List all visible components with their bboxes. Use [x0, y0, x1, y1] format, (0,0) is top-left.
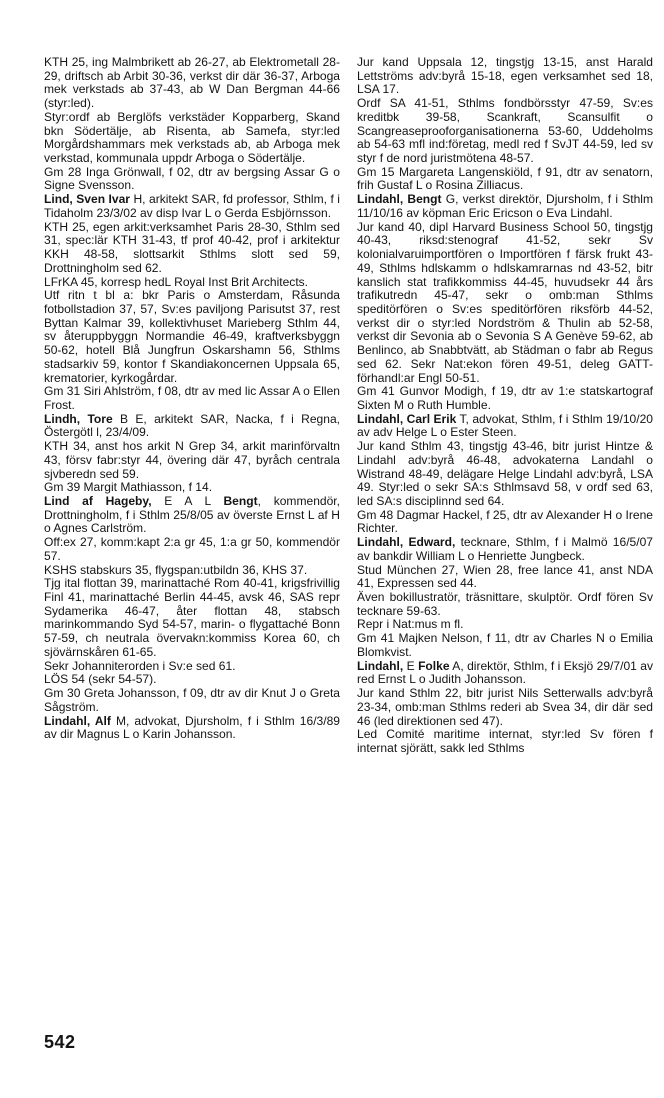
entry-text: LFrKA 45, korresp hedL Royal Inst Brit Architects.: [44, 274, 309, 289]
entry-text: H, arkitekt SAR, fd professor, Sthlm, f i Tidaholm 23/3/02 av disp Ivar L o Gerda Esbjörnsson.: [44, 192, 340, 220]
entry-text: tecknare, Sthlm, f i Malmö 16/5/07 av bankdir William L o Henriette Jungbeck.: [357, 535, 653, 563]
entry-text: Tjg ital flottan 39, marinattaché Rom 40-41, krigsfrivillig Finl 41, marinattaché Berlin 44-45, avsk 46, SAS repr Sydamerika 46-47, åter flottan 48, stabsch marinkommando Syd 54-57, marin- o flygattaché Bonn 57-59, ch neutrala övervakn:kommiss Korea 60, ch sjövärnskåren 61-65.: [44, 576, 340, 659]
entry-paragraph: [44, 276, 340, 290]
entry-paragraph: [44, 289, 340, 385]
entry-paragraph: [357, 509, 653, 536]
entry-text: Off:ex 27, komm:kapt 2:a gr 45, 1:a gr 50, kommendör 57.: [44, 535, 340, 563]
entry-text: KTH 34, anst hos arkit N Grep 34, arkit marinförvaltn 43, försv fabr:styr 44, övering där 47, byråch centrala sjvberedn sed 59.: [44, 439, 340, 481]
entry-text: M, advokat, Djursholm, f i Sthlm 16/3/89 av dir Magnus L o Karin Johansson.: [44, 713, 340, 742]
entry-name: Folke: [418, 658, 450, 673]
entry-paragraph: [44, 481, 340, 495]
entry-paragraph: [44, 660, 340, 674]
entry-name: Lindahl,: [357, 658, 404, 673]
entry-name: Lindh, Tore: [44, 411, 113, 426]
entry-paragraph: [357, 618, 653, 632]
entry-paragraph: [44, 440, 340, 481]
entry-heading-paragraph: [357, 660, 653, 687]
entry-text: E: [403, 658, 419, 673]
entry-text: Gm 48 Dagmar Hackel, f 25, dtr av Alexander H o Irene Richter.: [357, 507, 653, 536]
entry-paragraph: [357, 687, 653, 728]
page-number: 542: [44, 1032, 76, 1052]
entry-paragraph: [357, 97, 653, 166]
entry-paragraph: [357, 632, 653, 659]
entry-heading-paragraph: [44, 495, 340, 536]
entry-text: Led Comité maritime internat, styr:led Sv fören f internat sjörätt, sakk led Sthlms: [357, 727, 653, 755]
entry-paragraph: [44, 111, 340, 166]
entry-text: KSHS stabskurs 35, flygspan:utbildn 36, KHS 37.: [44, 562, 308, 577]
entry-heading-paragraph: [44, 413, 340, 440]
entry-text: Gm 41 Majken Nelson, f 11, dtr av Charles N o Emilia Blomkvist.: [357, 631, 653, 659]
entry-paragraph: [44, 166, 340, 193]
entry-text: Styr:ordf ab Berglöfs verkstäder Kopparberg, Skand bkn Södertälje, ab Risenta, ab Samefa, styr:led Morgårdshammars mek verkstads ab, ab Arboga mek verkstad, kommunala uppdr Arboga o Södertälje.: [44, 109, 340, 166]
entry-text: Repr i Nat:mus m fl.: [357, 617, 464, 632]
entry-paragraph: [44, 673, 340, 687]
entry-paragraph: [357, 440, 653, 509]
entry-text: Stud München 27, Wien 28, free lance 41, anst NDA 41, Expressen sed 44.: [357, 562, 653, 591]
left-column: [44, 56, 340, 742]
entry-paragraph: [44, 56, 340, 111]
entry-text: Även bokillustratör, träsnittare, skulptör. Ordf fören Sv tecknare 59-63.: [357, 590, 653, 618]
entry-text: Gm 41 Gunvor Modigh, f 19, dtr av 1:e statskartograf Sixten M o Ruth Humble.: [357, 384, 653, 412]
entry-text: Gm 28 Inga Grönwall, f 02, dtr av bergsing Assar G o Signe Svensson.: [44, 164, 340, 193]
entry-text: Gm 30 Greta Johansson, f 09, dtr av dir Knut J o Greta Sågström.: [44, 686, 340, 714]
entry-heading-paragraph: [357, 536, 653, 563]
entry-paragraph: [357, 221, 653, 386]
entry-text: A, direktör, Sthlm, f i Eksjö 29/7/01 av red Ernst L o Judith Johansson.: [357, 658, 653, 687]
entry-text: E A L: [151, 494, 224, 508]
entry-name: Lindahl, Edward,: [357, 535, 456, 550]
entry-text: Jur kand Sthlm 22, bitr jurist Nils Setterwalls adv:byrå 23-34, omb:man Sthlms rederi ab Svea 34, dir där sed 46 (led direktionen sed 47).: [357, 686, 653, 728]
entry-heading-paragraph: [44, 715, 340, 742]
entry-heading-paragraph: [357, 193, 653, 220]
entry-paragraph: [357, 385, 653, 412]
entry-text: Jur kand 40, dipl Harvard Business School 50, tingstjg 40-43, riksd:stenograf 41-52, sekr Sv kolonialvaruimportfören o Importfören f färsk frukt 43-49, Sthlms hdlskamm o hdlskamrarnas nd 43-52, bitr kanslich stat trafikkommiss 44-45, huvudsekr 44 års trafikutredn 45-47, sekr o omb:man Sthlms speditörfören o Sv:es speditörfören riksförb 44-52, verkst dir o styr:led Nordström & Thulin ab 52-58, verkst dir Sevonia ab o Sevonia S A Genève 59-62, ab Benlinco, ab Snabbtvätt, ab Städman o fabr ab Regus sed 62. Sekr Nat:ekon fören 49-51, deleg GATT-förhandl:ar Engl 50-51.: [357, 219, 653, 385]
entry-paragraph: [357, 166, 653, 193]
right-column: [357, 56, 653, 756]
entry-name: Lindahl, Alf: [44, 713, 111, 728]
entry-text: Gm 31 Siri Ahlström, f 08, dtr av med lic Assar A o Ellen Frost.: [44, 384, 340, 412]
entry-text: KTH 25, ing Malmbrikett ab 26-27, ab Elektrometall 28-29, driftsch ab Arbit 30-36, verkst dir där 36-37, Arboga mek verkstads ab 37-43, ab W Dan Bergman 44-66 (styr:led).: [44, 55, 340, 111]
entry-text: B E, arkitekt SAR, Nacka, f i Regna, Östergötl l, 23/4/09.: [44, 411, 340, 440]
entry-paragraph: [357, 728, 653, 755]
entry-paragraph: [44, 577, 340, 659]
entry-paragraph: [357, 56, 653, 97]
entry-text: LÖS 54 (sekr 54-57).: [44, 672, 157, 687]
entry-name: Lindahl, Bengt: [357, 192, 442, 207]
entry-text: Ordf SA 41-51, Sthlms fondbörsstyr 47-59, Sv:es kreditbk 39-58, Scankraft, Scansulfit o Scangreaseprooforganisationerna 53-60, Uddeholms ab 54-63 mfl ind:företag, medl red f SvJT 44-59, led sv styr f de nord juristmötena 48-57.: [357, 96, 653, 166]
entry-text: Gm 15 Margareta Langenskiöld, f 91, dtr av senatorn, frih Gustaf L o Rosina Zilliacus.: [357, 164, 653, 193]
entry-text: Gm 39 Margit Mathiasson, f 14.: [44, 480, 213, 495]
entry-paragraph: [357, 591, 653, 618]
entry-paragraph: [44, 536, 340, 563]
entry-text: Jur kand Sthlm 43, tingstjg 43-46, bitr jurist Hintze & Lindahl adv:byrå 46-48, advokaterna Landahl o Wistrand 48-49, delägare Helge Lindahl adv:byrå, LSA 49. Styr:led o sekr SA:s Sthlmsavd 58, v ordf sed 63, led SA:s disciplinnd sed 64.: [357, 439, 653, 508]
entry-text: KTH 25, egen arkit:verksamhet Paris 28-30, Sthlm sed 31, spec:lär KTH 31-43, tf prof 40-42, prof i arkitektur KKH 48-58, slottsarkit Sthlms slott sed 59, Drottningholm sed 62.: [44, 219, 340, 275]
entry-name: Bengt: [223, 494, 258, 508]
entry-name: Lind af Hageby,: [44, 494, 152, 508]
entry-text: Jur kand Uppsala 12, tingstjg 13-15, anst Harald Lettströms adv:byrå 15-18, egen verksamhet sed 18, LSA 17.: [357, 55, 653, 97]
entry-heading-paragraph: [357, 413, 653, 440]
entry-text: Utf ritn t bl a: bkr Paris o Amsterdam, Råsunda fotbollstadion 37, 57, Sv:es paviljong Parisutst 37, rest Byttan Kalmar 39, kollektivhuset Marieberg Sthlm 44, sv återuppbyggn Normandie 46-49, kraftverksbyggn 50-62, hotell Blå Jungfrun Oskarshamn 56, Sthlms stadsarkiv 59, kontor f Skandiakoncernen Uppsala 65, krematorier, kyrkogårdar.: [44, 288, 340, 385]
entry-paragraph: [44, 385, 340, 412]
entry-name: Lind, Sven Ivar: [44, 192, 130, 207]
entry-text: Sekr Johanniterorden i Sv:e sed 61.: [44, 658, 236, 673]
entry-paragraph: [44, 564, 340, 578]
entry-paragraph: [357, 564, 653, 591]
entry-paragraph: [44, 221, 340, 276]
entry-text: T, advokat, Sthlm, f i Sthlm 19/10/20 av adv Helge L o Ester Steen.: [357, 411, 653, 440]
entry-name: Lindahl, Carl Erik: [357, 411, 457, 426]
entry-heading-paragraph: [44, 193, 340, 220]
entry-text: , kommendör, Drottningholm, f i Sthlm 25/8/05 av överste Ernst L af H o Agnes Carlström.: [44, 494, 340, 536]
entry-paragraph: [44, 687, 340, 714]
entry-text: G, verkst direktör, Djursholm, f i Sthlm 11/10/16 av köpman Eric Ericson o Eva Lindahl.: [357, 192, 654, 220]
